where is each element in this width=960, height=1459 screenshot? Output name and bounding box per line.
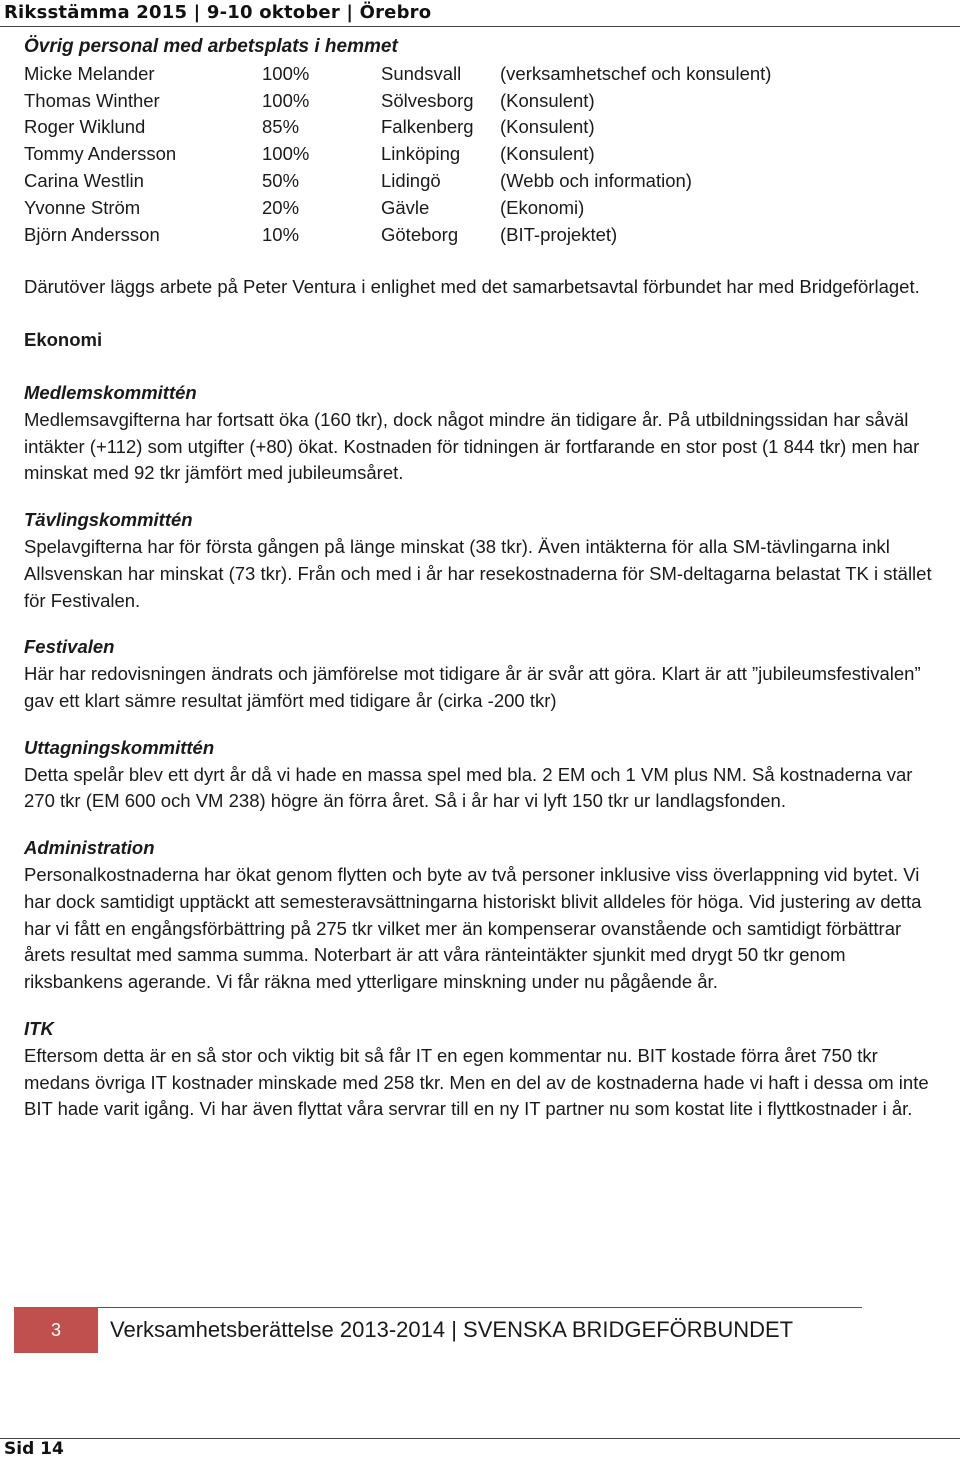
staff-percentage: 20%: [262, 196, 300, 218]
economy-subsection-text: Personalkostnaderna har ökat genom flytten och byte av två personer inklusive viss överlappning vid bytet. Vi har dock samtidigt upptäckt att semesteravsättningarna historiskt blivit alldeles för höga. Vid justering av detta har vi fått en engångsförbättring på 275 tkr vilket mer än kompenserar ovanstående och samtidigt förbättrar årets resultat med samma summa. Noterbart är att våra ränteintäkter sjunkit med drygt 50 tkr genom riksbankens agerande. Vi får räkna med ytterligare minskning under nu pågående år.: [24, 863, 922, 993]
economy-subsection-text: Spelavgifterna har för första gången på länge minskat (38 tkr). Även intäkterna för alla SM-tävlingarna inkl Allsvenskan har minskat (73 tkr). Från och med i år har resekostnaderna för SM-deltagarna belastat TK i stället för Festivalen.: [24, 535, 932, 611]
staff-row: [24, 114, 771, 141]
staff-row: [24, 61, 771, 88]
staff-row: [24, 222, 771, 249]
page-number: 3: [50, 1319, 61, 1340]
document-header-title: Riksstämma 2015 | 9-10 oktober | Örebro: [4, 2, 432, 23]
economy-subsection-text: Medlemsavgifterna har fortsatt öka (160 tkr), dock något mindre än tidigare år. På utbildningssidan har såväl intäkter (+112) som utgifter (+80) ökat. Kostnaden för tidningen är fortfarande en stor post (1 844 tkr) men har minskat med 92 tkr jämfört med jubileumsåret.: [24, 408, 920, 484]
economy-subsection-title: ITK: [24, 1017, 54, 1039]
staff-row: [24, 141, 771, 168]
staff-name: Tommy Andersson: [24, 143, 177, 165]
staff-note: Därutöver läggs arbete på Peter Ventura i enlighet med det samarbetsavtal förbundet har med Bridgeförlaget.: [24, 276, 920, 298]
header-divider: [0, 26, 960, 27]
staff-percentage: 50%: [262, 169, 300, 191]
economy-subsection-text: Här har redovisningen ändrats och jämförelse mot tidigare år är svår att göra. Klart är att ”jubileumsfestivalen” gav ett klart sämre resultat jämfört med tidigare år (cirka -200 tkr): [24, 663, 921, 711]
footer-text: Verksamhetsberättelse 2013-2014 | SVENSKA BRIDGEFÖRBUNDET: [110, 1317, 794, 1342]
staff-city: Sölvesborg: [381, 89, 474, 111]
staff-percentage: 100%: [262, 62, 310, 84]
staff-name: Björn Andersson: [24, 223, 160, 245]
staff-role: (Ekonomi): [500, 196, 585, 218]
staff-city: Lidingö: [381, 169, 441, 191]
bottom-divider: [0, 1438, 960, 1439]
staff-role: (Konsulent): [500, 116, 595, 138]
page-footer: [14, 1307, 862, 1353]
staff-city: Gävle: [381, 196, 430, 218]
staff-table: [24, 61, 771, 249]
economy-subsection-text: Eftersom detta är en så stor och viktig bit så får IT en egen kommentar nu. BIT kostade förra året 750 tkr medans övriga IT kostnader minskade med 258 tkr. Men en del av de kostnaderna hade vi haft i dessa om inte BIT hade varit igång. Vi har även flyttat våra servrar till en ny IT partner nu som kostat lite i flyttkostnader i år.: [24, 1044, 929, 1120]
staff-name: Yvonne Ström: [24, 196, 141, 218]
staff-city: Göteborg: [381, 223, 459, 245]
staff-row: [24, 195, 771, 222]
economy-title: Ekonomi: [24, 329, 103, 351]
staff-row: [24, 168, 771, 195]
footer-divider: [98, 1307, 862, 1308]
economy-subsection-title: Medlemskommittén: [24, 381, 197, 403]
document-body: [24, 34, 934, 1123]
staff-city: Falkenberg: [381, 116, 474, 138]
staff-role: (verksamhetschef och konsulent): [500, 62, 772, 84]
economy-subsection-text: Detta spelår blev ett dyrt år då vi hade en massa spel med bla. 2 EM och 1 VM plus NM. Så kostnaderna var 270 tkr (EM 600 och VM 238) högre än förra året. Så i år har vi lyft 150 tkr ur landlagsfonden.: [24, 763, 913, 812]
economy-subsection-title: Administration: [24, 837, 155, 859]
page-label: Sid 14: [4, 1439, 64, 1459]
staff-role: (Webb och information): [500, 169, 692, 191]
page-number-box: [14, 1307, 98, 1353]
economy-subsection-title: Festivalen: [24, 636, 115, 658]
staff-role: (Konsulent): [500, 89, 595, 111]
staff-percentage: 10%: [262, 223, 300, 245]
staff-name: Micke Melander: [24, 62, 155, 84]
economy-subsection-title: Tävlingskommittén: [24, 509, 193, 531]
staff-name: Carina Westlin: [24, 169, 144, 191]
staff-city: Sundsvall: [381, 62, 462, 84]
staff-city: Linköping: [381, 143, 461, 165]
staff-name: Roger Wiklund: [24, 116, 146, 138]
staff-name: Thomas Winther: [24, 89, 160, 111]
staff-role: (Konsulent): [500, 143, 595, 165]
staff-role: (BIT-projektet): [500, 223, 618, 245]
staff-percentage: 100%: [262, 89, 310, 111]
staff-section-title: Övrig personal med arbetsplats i hemmet: [24, 36, 398, 57]
staff-percentage: 85%: [262, 116, 300, 138]
staff-percentage: 100%: [262, 143, 310, 165]
staff-row: [24, 88, 771, 115]
economy-subsection-title: Uttagningskommittén: [24, 736, 215, 758]
